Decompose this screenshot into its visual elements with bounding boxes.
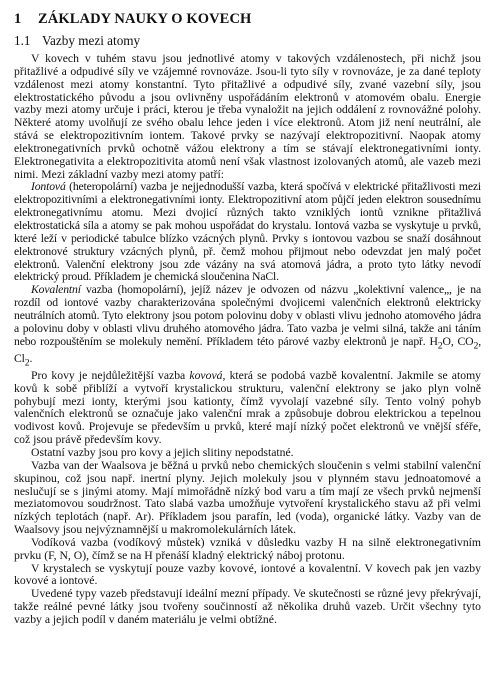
- paragraph-metallic-bond: [14, 370, 481, 447]
- formula-part: O, CO: [442, 334, 474, 348]
- chapter-title: ZÁKLADY NAUKY O KOVECH: [38, 11, 252, 27]
- formula-part: , Cl: [14, 334, 481, 365]
- paragraph-crystals: [14, 563, 481, 589]
- section-heading: [14, 33, 481, 49]
- term-metallic: kovová: [189, 368, 223, 382]
- paragraph-text: Vazba van der Waalsova je běžná u prvků nebo chemických sloučenin s velmi stabilní valenční skupinou, což jsou např. inertní plyny. Jejich molekuly jsou v plynném stavu jednoatomové a neslučují se s jinými atomy. Mají mimořádně nízký bod varu a tím mají ze všech prvků nejmenší meziatomovou soudržnost. Tato slabá vazba umožňuje vytvoření krystalického stavu až při velmi nízkých teplotách (např. Ar). Příkladem jsou parafín, led (voda), organické látky. Vazby van de Waalsovy jsou nejvýznamnější u makromolekulárních látek.: [14, 458, 481, 537]
- paragraph-hydrogen-bond: [14, 537, 481, 563]
- paragraph-text: V kovech v tuhém stavu jsou jednotlivé atomy v takových vzdálenostech, při nichž jsou přitažlivé a odpudivé síly ve vzájemné rovnováze. Jsou-li tyto síly v rovnováze, je za dané teploty vzdálenost mezi atomy konstantní. Tyto přitažlivé a odpudivé síly, zvané vazební síly, jsou elektrostatického původu a jsou ovlivněny uspořádáním elektronů v atomovém obalu. Energie vazby mezi atomy určuje i práci, kterou je třeba vynaložit na jejich oddálení z rovnovážné polohy. Některé atomy uvolňují ze svého obalu lehce jeden i více elektronů. Atom již není neutrální, ale stává se elektropozitivním iontem. Takové prvky se nazývají elektropozitivní. Naopak atomy elektronegativních prvků ochotně vážou elektrony a tím se stávají elektronegativními ionty. Elektronegativita a elektropozitivita atomů není však vlastnost izolovaných atomů, ale vazeb mezi nimi. Mezi základní vazby mezi atomy patří:: [14, 52, 481, 181]
- section-number: 1.1: [14, 33, 31, 48]
- chapter-heading: [14, 11, 481, 28]
- paragraph-text: Uvedené typy vazeb představují ideální mezní případy. Ve skutečnosti se různé jevy překrývají, takže reálné pevné látky jsou tvořeny součinností až několika druhů vazeb. Určit všechny tyto vazby a jejich podíl v daném materiálu je velmi obtížné.: [14, 587, 481, 626]
- section-title: Vazby mezi atomy: [42, 33, 141, 48]
- formula-part: H: [429, 334, 438, 348]
- term-covalent: Kovalentní: [31, 283, 81, 297]
- paragraph-van-der-waals: [14, 460, 481, 537]
- paragraph-text: V krystalech se vyskytují pouze vazby kovové, iontové a kovalentní. V kovech pak jen vazby kovové a iontové.: [14, 561, 481, 588]
- paragraph-text: (heteropolární) vazba je nejjednodušší vazba, která spočívá v elektrické přitažlivosti mezi elektropozitivními a elektronegativními ionty. Elektropozitivní atom půjčí jeden elektron sousednímu elektronegativnímu atomu. Mezi dvojicí různých takto vzniklých iontů vznikne přitažlivá elektrostatická síla a atomy se pak mohou uspořádat do krystalu. Iontová vazba se vyskytuje u prvků, které leží v periodické tabulce blízko vzácných plynů. Prvky s iontovou vazbou se snaží dosáhnout elektronové struktury vzácných plynů, př. čemž mohou přijmout nebo odevzdat jen malý počet elektronů. Valenční elektrony jsou zde vázány na svá atomová jádra, a proto tyto látky nevodí elektrický proud. Příkladem je chemická sloučenina NaCl.: [14, 180, 481, 284]
- formula-subscript: 2: [24, 357, 30, 369]
- formula-subscript: 2: [473, 339, 479, 351]
- paragraph-text: Pro kovy je nejdůležitější vazba: [31, 368, 190, 382]
- paragraph-text: , která se podobá vazbě kovalentní. Jakmile se atomy kovů k sobě přiblíží a vytvoří krystalickou strukturu, valenční elektrony se jako plyn volně pohybují mezi ionty, kterými jsou kationty, čímž vyvolají vazebné síly. Tento volný pohyb valenčních elektronů se označuje jako valenční mrak a způsobuje dobrou elektrickou a tepelnou vodivost kovů. Projevuje se především u prvků, které mají nízký počet elektronů ve vnější sféře, což jsou právě především kovy.: [14, 368, 481, 447]
- paragraph-text: vazba (homopolární), jejíž název je odvozen od názvu „kolektivní valence„, je na rozdíl od iontové vazby charakterizována společnými dvojicemi valenčních elektronů elektricky neutrálních atomů. Tyto elektrony jsou potom polovinu doby v oblasti vlivu jednoho atomového jádra a polovinu doby v oblasti vlivu druhého atomového jádra. Tato vazba je velmi silná, takže ani táním nebo rozpouštěním se molekuly nemění. Příkladem této párové vazby elektronů je např.: [14, 283, 481, 348]
- paragraph-text: Vodíková vazba (vodíkový můstek) vzniká v důsledku vazby H na silně elektronegativním prvku (F, N, O), čímž se na H přenáší kladný elektrický náboj protonu.: [14, 535, 481, 562]
- formula-subscript: 2: [437, 339, 443, 351]
- chapter-number: 1: [14, 11, 22, 27]
- paragraph-covalent-bond: [14, 284, 481, 370]
- paragraph-text: Ostatní vazby jsou pro kovy a jejich slitiny nepodstatné.: [31, 445, 294, 459]
- formula-part: .: [29, 351, 33, 365]
- paragraph-summary: [14, 588, 481, 627]
- term-ionic: Iontová: [31, 180, 66, 194]
- paragraph-ionic-bond: [14, 181, 481, 284]
- paragraph-intro: [14, 53, 481, 181]
